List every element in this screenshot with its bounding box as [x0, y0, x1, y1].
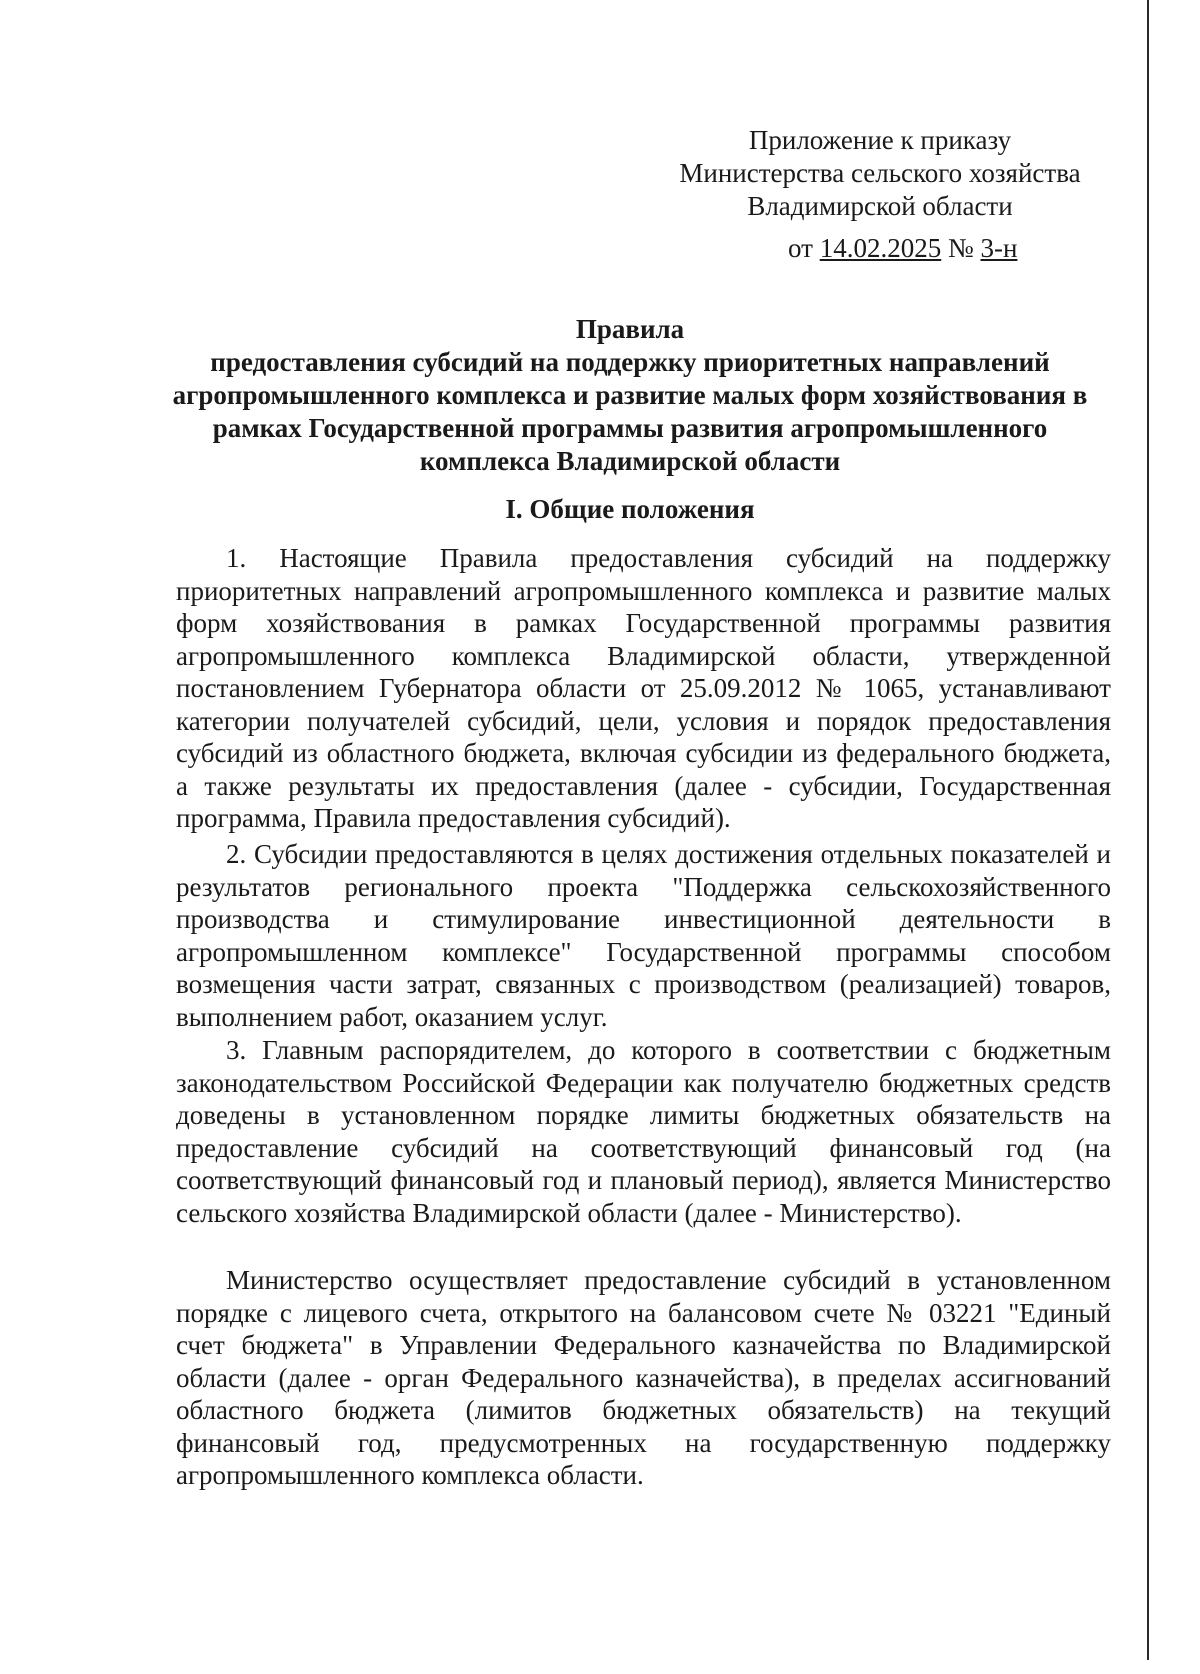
- order-reference: [788, 232, 1017, 265]
- title-line: предоставления субсидий на поддержку приоритетных направлений: [210, 347, 1050, 377]
- order-number-sign: №: [947, 233, 974, 263]
- title-line: агропромышленного комплекса и развитие малых форм хозяйствования в: [172, 380, 1088, 410]
- order-number: 3-н: [980, 233, 1018, 263]
- appendix-header: [660, 124, 1100, 223]
- paragraph-1: 1. Настоящие Правила предоставления субсидий на поддержку приоритетных направлений агропромышленного комплекса и развитие малых форм хозяйствования в рамках Государственной программы развития агропромышленного комплекса Владимирской области, утвержденной постановлением Губернатора области от 25.09.2012 № 1065, устанавливают категории получателей субсидий, цели, условия и порядок предоставления субсидий из областного бюджета, включая субсидии из федерального бюджета, а также результаты их предоставления (далее - субсидии, Государственная программа, Правила предоставления субсидий).: [176, 543, 1111, 833]
- section-heading: I. Общие положения: [505, 494, 755, 524]
- order-date: 14.02.2025: [819, 233, 942, 263]
- scan-edge-line: [1147, 0, 1149, 1660]
- title-line: комплекса Владимирской области: [419, 446, 841, 476]
- order-prefix: от: [788, 233, 813, 263]
- appendix-header-line: Министерства сельского хозяйства: [679, 158, 1081, 188]
- appendix-header-line: Владимирской области: [747, 191, 1013, 221]
- paragraph-3: 3. Главным распорядителем, до которого в соответствии с бюджетным законодательством Российской Федерации как получателю бюджетных средств доведены в установленном порядке лимиты бюджетных обязательств на предоставление субсидий на соответствующий финансовый год (на соответствующий финансовый год и плановый период), является Министерство сельского хозяйства Владимирской области (далее - Министерство).: [176, 1035, 1111, 1228]
- appendix-header-line: Приложение к приказу: [748, 125, 1012, 155]
- title-line: рамках Государственной программы развития агропромышленного: [212, 413, 1048, 443]
- title-line: Правила: [575, 314, 685, 344]
- document-title: [150, 313, 1110, 478]
- paragraph-4: Министерство осуществляет предоставление субсидий в установленном порядке с лицевого счета, открытого на балансовом счете № 03221 "Единый счет бюджета" в Управлении Федерального казначейства по Владимирской области (далее - орган Федерального казначейства), в пределах ассигнований областного бюджета (лимитов бюджетных обязательств) на текущий финансовый год, предусмотренных на государственную поддержку агропромышленного комплекса области.: [176, 1265, 1111, 1490]
- paragraph-2: 2. Субсидии предоставляются в целях достижения отдельных показателей и результатов регионального проекта "Поддержка сельскохозяйственного производства и стимулирование инвестиционной деятельности в агропромышленном комплексе" Государственной программы способом возмещения части затрат, связанных с производством (реализацией) товаров, выполнением работ, оказанием услуг.: [176, 839, 1111, 1032]
